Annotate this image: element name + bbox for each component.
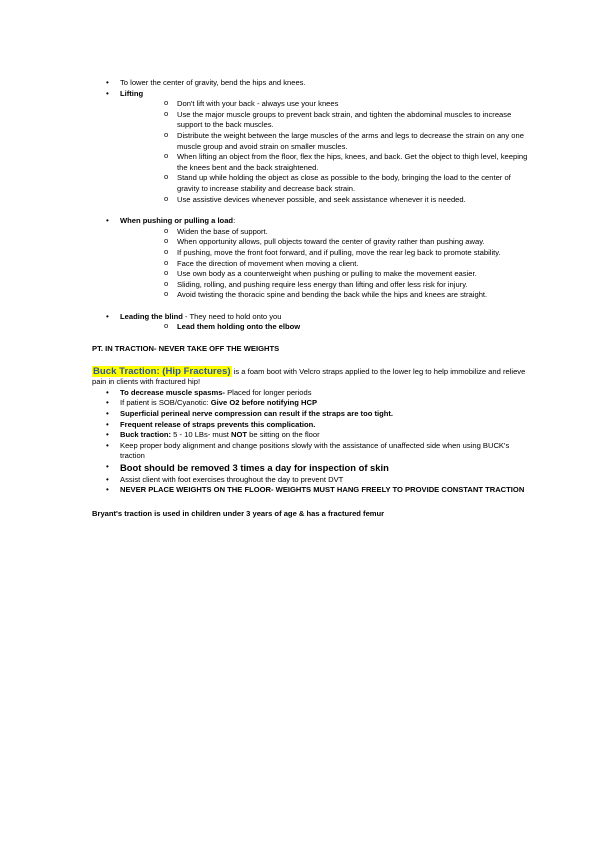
document-body [92, 78, 532, 519]
bold-text: Boot should be removed 3 times a day for inspection of skin [120, 462, 389, 473]
item-text: 5 - 10 LBs- must [171, 430, 231, 440]
item-text: Stand up while holding the object as close as possible to the body, bringing the load to the center of gravity to increase stability and decrease back strain. [177, 173, 511, 193]
item-text: If pushing, move the front foot forward, and if pulling, move the rear leg back to promote stability. [177, 247, 501, 257]
list-item [120, 227, 532, 238]
item-text: When lifting an object from the floor, flex the hips, knees, and back. Get the object to thigh level, keeping the knees bent and the back straightened. [177, 152, 528, 172]
list-item [92, 398, 532, 409]
item-text: Avoid twisting the thoracic spine and bending the back while the hips and knees are straight. [177, 290, 488, 300]
bullet-text: To lower the center of gravity, bend the hips and knees. [120, 78, 306, 87]
blind-section [92, 312, 532, 333]
list-item [92, 430, 532, 441]
bold-text: NEVER PLACE WEIGHTS ON THE FLOOR- WEIGHTS MUST HANG FREELY TO PROVIDE CONSTANT TRACTION [120, 485, 525, 495]
list-item [92, 420, 532, 431]
blind-title-rest: - They need to hold onto you [182, 311, 282, 321]
pushing-section [92, 216, 532, 301]
buck-intro [92, 367, 532, 388]
item-text: When opportunity allows, pull objects toward the center of gravity rather than pushing away. [177, 237, 485, 247]
list-item [120, 195, 532, 206]
item-text: Use assistive devices whenever possible, and seek assistance whenever it is needed. [177, 194, 466, 204]
pushing-title-suffix: : [233, 216, 236, 226]
list-item [92, 409, 532, 420]
list-item [120, 173, 532, 194]
list-item [120, 322, 532, 333]
lifting-title: Lifting [120, 88, 144, 98]
bold-text: To decrease muscle spasms- [120, 387, 225, 397]
list-item [92, 475, 532, 486]
item-text: Don't lift with your back - always use your knees [177, 99, 339, 109]
item-text: be sitting on the floor [247, 430, 320, 440]
blind-title: Leading the blind [120, 311, 183, 321]
item-text: Use own body as a counterweight when pushing or pulling to make the movement easier. [177, 269, 477, 279]
list-item [92, 485, 532, 496]
bold-text: NOT [231, 430, 248, 440]
item-text: Placed for longer periods [224, 387, 312, 397]
pushing-title: When pushing or pulling a load [120, 216, 234, 226]
item-text: Lead them holding onto the elbow [177, 322, 301, 332]
buck-traction-title: Buck Traction: (Hip Fractures) [93, 365, 231, 377]
bryant-traction-note: Bryant's traction is used in children under 3 years of age & has a fractured femur [92, 508, 385, 518]
list-item [120, 280, 532, 291]
list-item [120, 290, 532, 301]
list-item [120, 269, 532, 280]
item-text: If patient is SOB/Cyanotic: [120, 398, 211, 408]
list-item [120, 248, 532, 259]
blind-list [92, 312, 532, 333]
list-item [120, 99, 532, 110]
item-text: Assist client with foot exercises throughout the day to prevent DVT [120, 474, 344, 484]
list-item [120, 259, 532, 270]
body-mechanics-list [92, 78, 532, 205]
list-item [92, 441, 532, 462]
list-item [120, 131, 532, 152]
pushing-list [92, 216, 532, 301]
item-text: Widen the base of support. [177, 226, 268, 236]
item-text: Face the direction of movement when moving a client. [177, 258, 359, 268]
buck-intro-text: is a foam boot with Velcro straps applied to the lower leg to help immobilize and relieve pain in clients with fractured hip! [92, 366, 526, 387]
list-item [92, 78, 532, 89]
item-text: Distribute the weight between the large muscles of the arms and legs to decrease the strain on any one muscle group and avoid strain on smaller muscles. [177, 130, 524, 151]
list-item [120, 152, 532, 173]
list-item [92, 462, 532, 475]
item-text: Keep proper body alignment and change positions slowly with the assistance of unaffected side when using BUCK's traction [120, 440, 510, 461]
list-item [120, 110, 532, 131]
item-text: Sliding, rolling, and pushing require less energy than lifting and offer less risk for injury. [177, 279, 468, 289]
bold-text: Frequent release of straps prevents this complication. [120, 419, 316, 429]
bold-text: Superficial perineal nerve compression can result if the straps are too tight. [120, 409, 394, 419]
pushing-sublist [120, 227, 532, 301]
traction-heading: PT. IN TRACTION- NEVER TAKE OFF THE WEIGHTS [92, 344, 280, 354]
bold-text: Buck traction: [120, 430, 172, 440]
lifting-section [92, 89, 532, 206]
bold-text: Give O2 before notifying HCP [210, 398, 318, 408]
blind-sublist [120, 322, 532, 333]
list-item [120, 237, 532, 248]
list-item [92, 388, 532, 399]
item-text: Use the major muscle groups to prevent back strain, and tighten the abdominal muscles to increase support to the back muscles. [177, 109, 512, 130]
buck-list [92, 388, 532, 496]
lifting-sublist [120, 99, 532, 205]
